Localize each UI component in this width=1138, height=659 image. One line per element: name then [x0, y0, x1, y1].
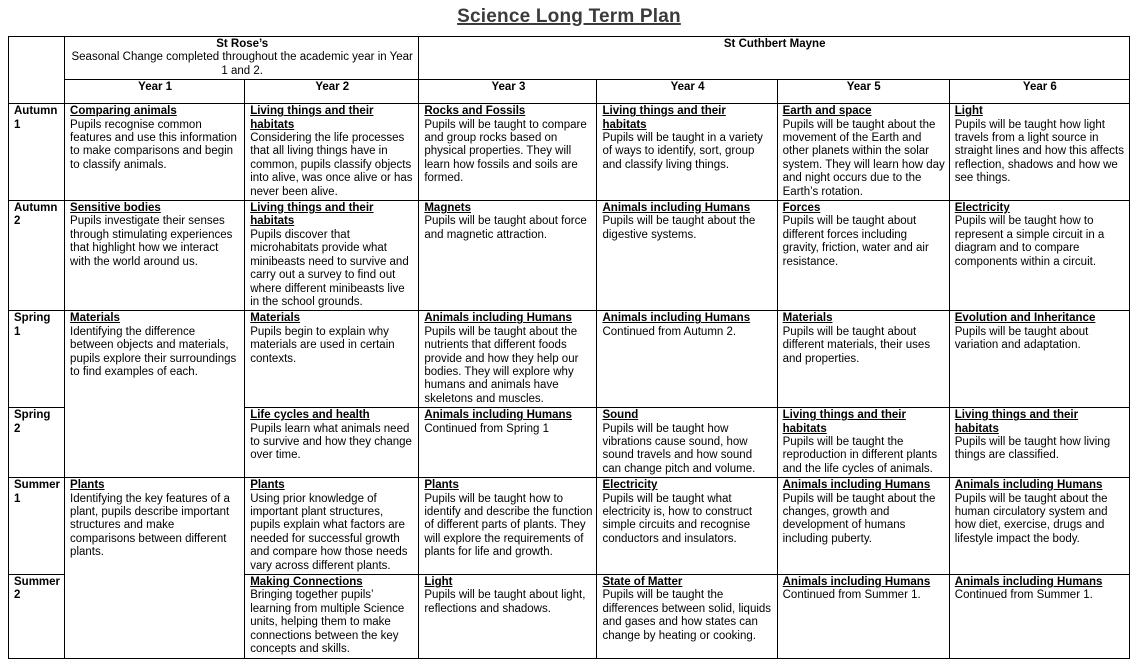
school-header-row [9, 37, 1130, 80]
unit-description: Pupils will be taught about different materials, their uses and properties. [782, 325, 931, 365]
row-autumn-2 [9, 201, 1130, 311]
year-header-2: Year 2 [245, 80, 419, 104]
unit-description: Pupils discover that microhabitats provide what minibeasts need to survive and carry out a survey to find out where different minibeasts live in the school grounds. [250, 228, 409, 308]
unit-description: Pupils will be taught about different forces including gravity, friction, water and air resistance. [782, 215, 929, 268]
cell-autumn1-year1 [65, 104, 245, 201]
cell-spring1-year6 [949, 311, 1129, 408]
unit-title: Living things and their habitats [954, 409, 1079, 435]
unit-title: Animals including Humans [782, 479, 931, 492]
unit-title: Evolution and Inheritance [954, 312, 1096, 325]
year-header-6: Year 6 [949, 80, 1129, 104]
season-label-summer-2: Summer 2 [9, 575, 65, 659]
year-header-row [9, 80, 1130, 104]
unit-description: Pupils will be taught how living things are classified. [954, 435, 1111, 462]
unit-description: Pupils will be taught to compare and group rocks based on physical properties. They will learn how fossils and soils are formed. [424, 118, 587, 185]
cell-spring2-year3 [419, 408, 597, 478]
unit-description: Pupils will be taught in a variety of ways to identify, sort, group and classify living things. [602, 132, 763, 171]
cell-summer2-year2 [245, 575, 419, 659]
unit-title: Materials [782, 312, 833, 325]
cell-summer1-year5 [777, 478, 949, 575]
unit-description: Identifying the key features of a plant, pupils describe important structures and make comparisons between different plants. [70, 492, 230, 559]
unit-description: Pupils recognise common features and use this information to make comparisons and begin to classify animals. [70, 118, 237, 171]
cell-spring-year1 [65, 311, 245, 478]
unit-description: Pupils will be taught the reproduction in different plants and the life cycles of animals. [782, 435, 938, 475]
unit-title: Magnets [424, 202, 471, 215]
unit-title: Animals including Humans [782, 576, 931, 589]
cell-summer1-year3 [419, 478, 597, 575]
school-name: St Rose’s [216, 38, 269, 50]
unit-description: Continued from Spring 1 [424, 422, 549, 435]
season-label-summer-1: Summer 1 [9, 478, 65, 575]
cell-spring1-year3 [419, 311, 597, 408]
row-summer-1 [9, 478, 1130, 575]
unit-title: Animals including Humans [602, 202, 751, 215]
st-roses-header [65, 37, 419, 80]
unit-description: Using prior knowledge of important plant structures, pupils explain what factors are needed for successful growth and compare how those needs vary across different plants. [250, 492, 408, 572]
season-label-spring-1: Spring 1 [9, 311, 65, 408]
row-spring-1 [9, 311, 1130, 408]
cell-spring2-year6 [949, 408, 1129, 478]
unit-description: Pupils will be taught about light, reflections and shadows. [424, 589, 586, 615]
unit-title: Materials [250, 312, 301, 325]
unit-title: Electricity [602, 479, 658, 492]
unit-description: Pupils will be taught how to represent a simple circuit in a diagram and to compare components within a circuit. [954, 215, 1105, 268]
unit-description: Bringing together pupils’ learning from multiple Science units, helping them to make connections between the key concepts and skills. [250, 589, 405, 656]
unit-description: Pupils will be taught how vibrations cause sound, how sound travels and how sound can change pitch and volume. [602, 422, 756, 475]
unit-description: Pupils will be taught what electricity is, how to construct simple circuits and recognise conductors and insulators. [602, 492, 753, 545]
unit-description: Pupils will be taught about the movement of the Earth and other planets within the solar system. They will learn how day and night occurs due to the Earth’s rotation. [782, 118, 945, 198]
unit-description: Pupils investigate their senses through stimulating experiences that highlight how we interact with the world around us. [70, 215, 233, 268]
year-header-5: Year 5 [777, 80, 949, 104]
cell-summer2-year6 [949, 575, 1129, 659]
unit-title: Sound [602, 409, 639, 422]
cell-autumn2-year4 [597, 201, 777, 311]
cell-autumn1-year4 [597, 104, 777, 201]
cell-autumn2-year3 [419, 201, 597, 311]
unit-title: Light [954, 105, 983, 118]
cell-summer1-year2 [245, 478, 419, 575]
cell-spring1-year4 [597, 311, 777, 408]
cell-autumn1-year6 [949, 104, 1129, 201]
season-label-autumn-2: Autumn 2 [9, 201, 65, 311]
school-name: St Cuthbert Mayne [723, 38, 826, 50]
unit-description: Pupils learn what animals need to survive and how they change over time. [250, 422, 412, 462]
cell-spring2-year4 [597, 408, 777, 478]
cell-autumn1-year2 [245, 104, 419, 201]
cell-spring1-year5 [777, 311, 949, 408]
cell-spring2-year5 [777, 408, 949, 478]
long-term-plan-table [8, 36, 1130, 659]
unit-description: Pupils will be taught about force and magnetic attraction. [424, 215, 587, 241]
row-autumn-1 [9, 104, 1130, 201]
unit-title: Living things and their habitats [782, 409, 906, 435]
cell-autumn1-year5 [777, 104, 949, 201]
cell-spring1-year2 [245, 311, 419, 408]
unit-title: Forces [782, 202, 821, 215]
unit-description: Continued from Summer 1. [954, 589, 1093, 602]
unit-title: Animals including Humans [424, 312, 572, 325]
year-header-4: Year 4 [597, 80, 777, 104]
unit-title: Rocks and Fossils [424, 105, 526, 118]
cell-summer-year1 [65, 478, 245, 659]
cell-autumn2-year1 [65, 201, 245, 311]
season-label-spring-2: Spring 2 [9, 408, 65, 478]
cell-summer1-year6 [949, 478, 1129, 575]
page-title [0, 0, 1138, 36]
unit-description: Pupils will be taught how to identify and describe the function of different parts of plants. They will explore the requirements of plants for life and growth. [424, 492, 593, 559]
unit-title: Animals including Humans [954, 576, 1103, 589]
unit-description: Pupils will be taught about the nutrients that different foods provide and how they help our bodies. They will explore why humans and animals have skeletons and muscles. [424, 325, 579, 405]
cell-summer2-year4 [597, 575, 777, 659]
st-cuthbert-mayne-header [419, 37, 1130, 80]
page-title-text: Science Long Term Plan [457, 6, 681, 27]
unit-title: Plants [250, 479, 285, 492]
unit-description: Pupils will be taught about the human circulatory system and how diet, exercise, drugs and lifestyle impact the body. [954, 492, 1108, 545]
cell-summer2-year5 [777, 575, 949, 659]
cell-summer2-year3 [419, 575, 597, 659]
school-note: Seasonal Change completed throughout the academic year in Year 1 and 2. [71, 51, 413, 77]
cell-autumn2-year5 [777, 201, 949, 311]
cell-autumn2-year2 [245, 201, 419, 311]
cell-autumn1-year3 [419, 104, 597, 201]
cell-spring2-year2 [245, 408, 419, 478]
unit-title: Living things and their habitats [602, 105, 726, 131]
unit-title: Animals including Humans [954, 479, 1103, 492]
unit-title: Comparing animals [70, 105, 177, 118]
unit-description: Pupils will be taught about variation and adaptation. [954, 325, 1089, 352]
unit-title: Living things and their habitats [250, 105, 374, 131]
unit-description: Pupils will be taught how light travels from a light source in straight lines and how this affects reflection, shadows and how we see things. [954, 118, 1124, 185]
unit-title: Animals including Humans [602, 312, 751, 325]
year-header-3: Year 3 [419, 80, 597, 104]
cell-summer1-year4 [597, 478, 777, 575]
unit-title: Materials [70, 312, 120, 325]
corner-cell [9, 37, 65, 104]
unit-title: Light [424, 576, 453, 589]
unit-description: Continued from Autumn 2. [602, 325, 737, 338]
unit-description: Pupils will be taught the differences between solid, liquids and gases and how states can change by heating or cooking. [602, 589, 772, 642]
unit-description: Pupils begin to explain why materials are used in certain contexts. [250, 325, 395, 365]
unit-description: Continued from Summer 1. [782, 589, 921, 602]
unit-title: Making Connections [250, 576, 363, 589]
unit-title: Animals including Humans [424, 409, 572, 422]
year-header-1: Year 1 [65, 80, 245, 104]
unit-description: Identifying the difference between objects and materials, pupils explore their surroundings to find examples of each. [70, 325, 237, 378]
unit-title: Electricity [954, 202, 1010, 215]
season-label-autumn-1: Autumn 1 [9, 104, 65, 201]
cell-autumn2-year6 [949, 201, 1129, 311]
unit-description: Considering the life processes that all living things have in common, pupils classify objects into alive, was once alive or has never been alive. [250, 132, 413, 198]
unit-description: Pupils will be taught about the digestive systems. [602, 215, 756, 241]
unit-title: Plants [424, 479, 459, 492]
unit-title: Life cycles and health [250, 409, 370, 422]
unit-title: Sensitive bodies [70, 202, 161, 215]
unit-title: Earth and space [782, 105, 872, 118]
unit-title: Plants [70, 479, 105, 492]
unit-title: State of Matter [602, 576, 683, 589]
unit-description: Pupils will be taught about the changes, growth and development of humans including puberty. [782, 492, 936, 545]
unit-title: Living things and their habitats [250, 202, 374, 228]
